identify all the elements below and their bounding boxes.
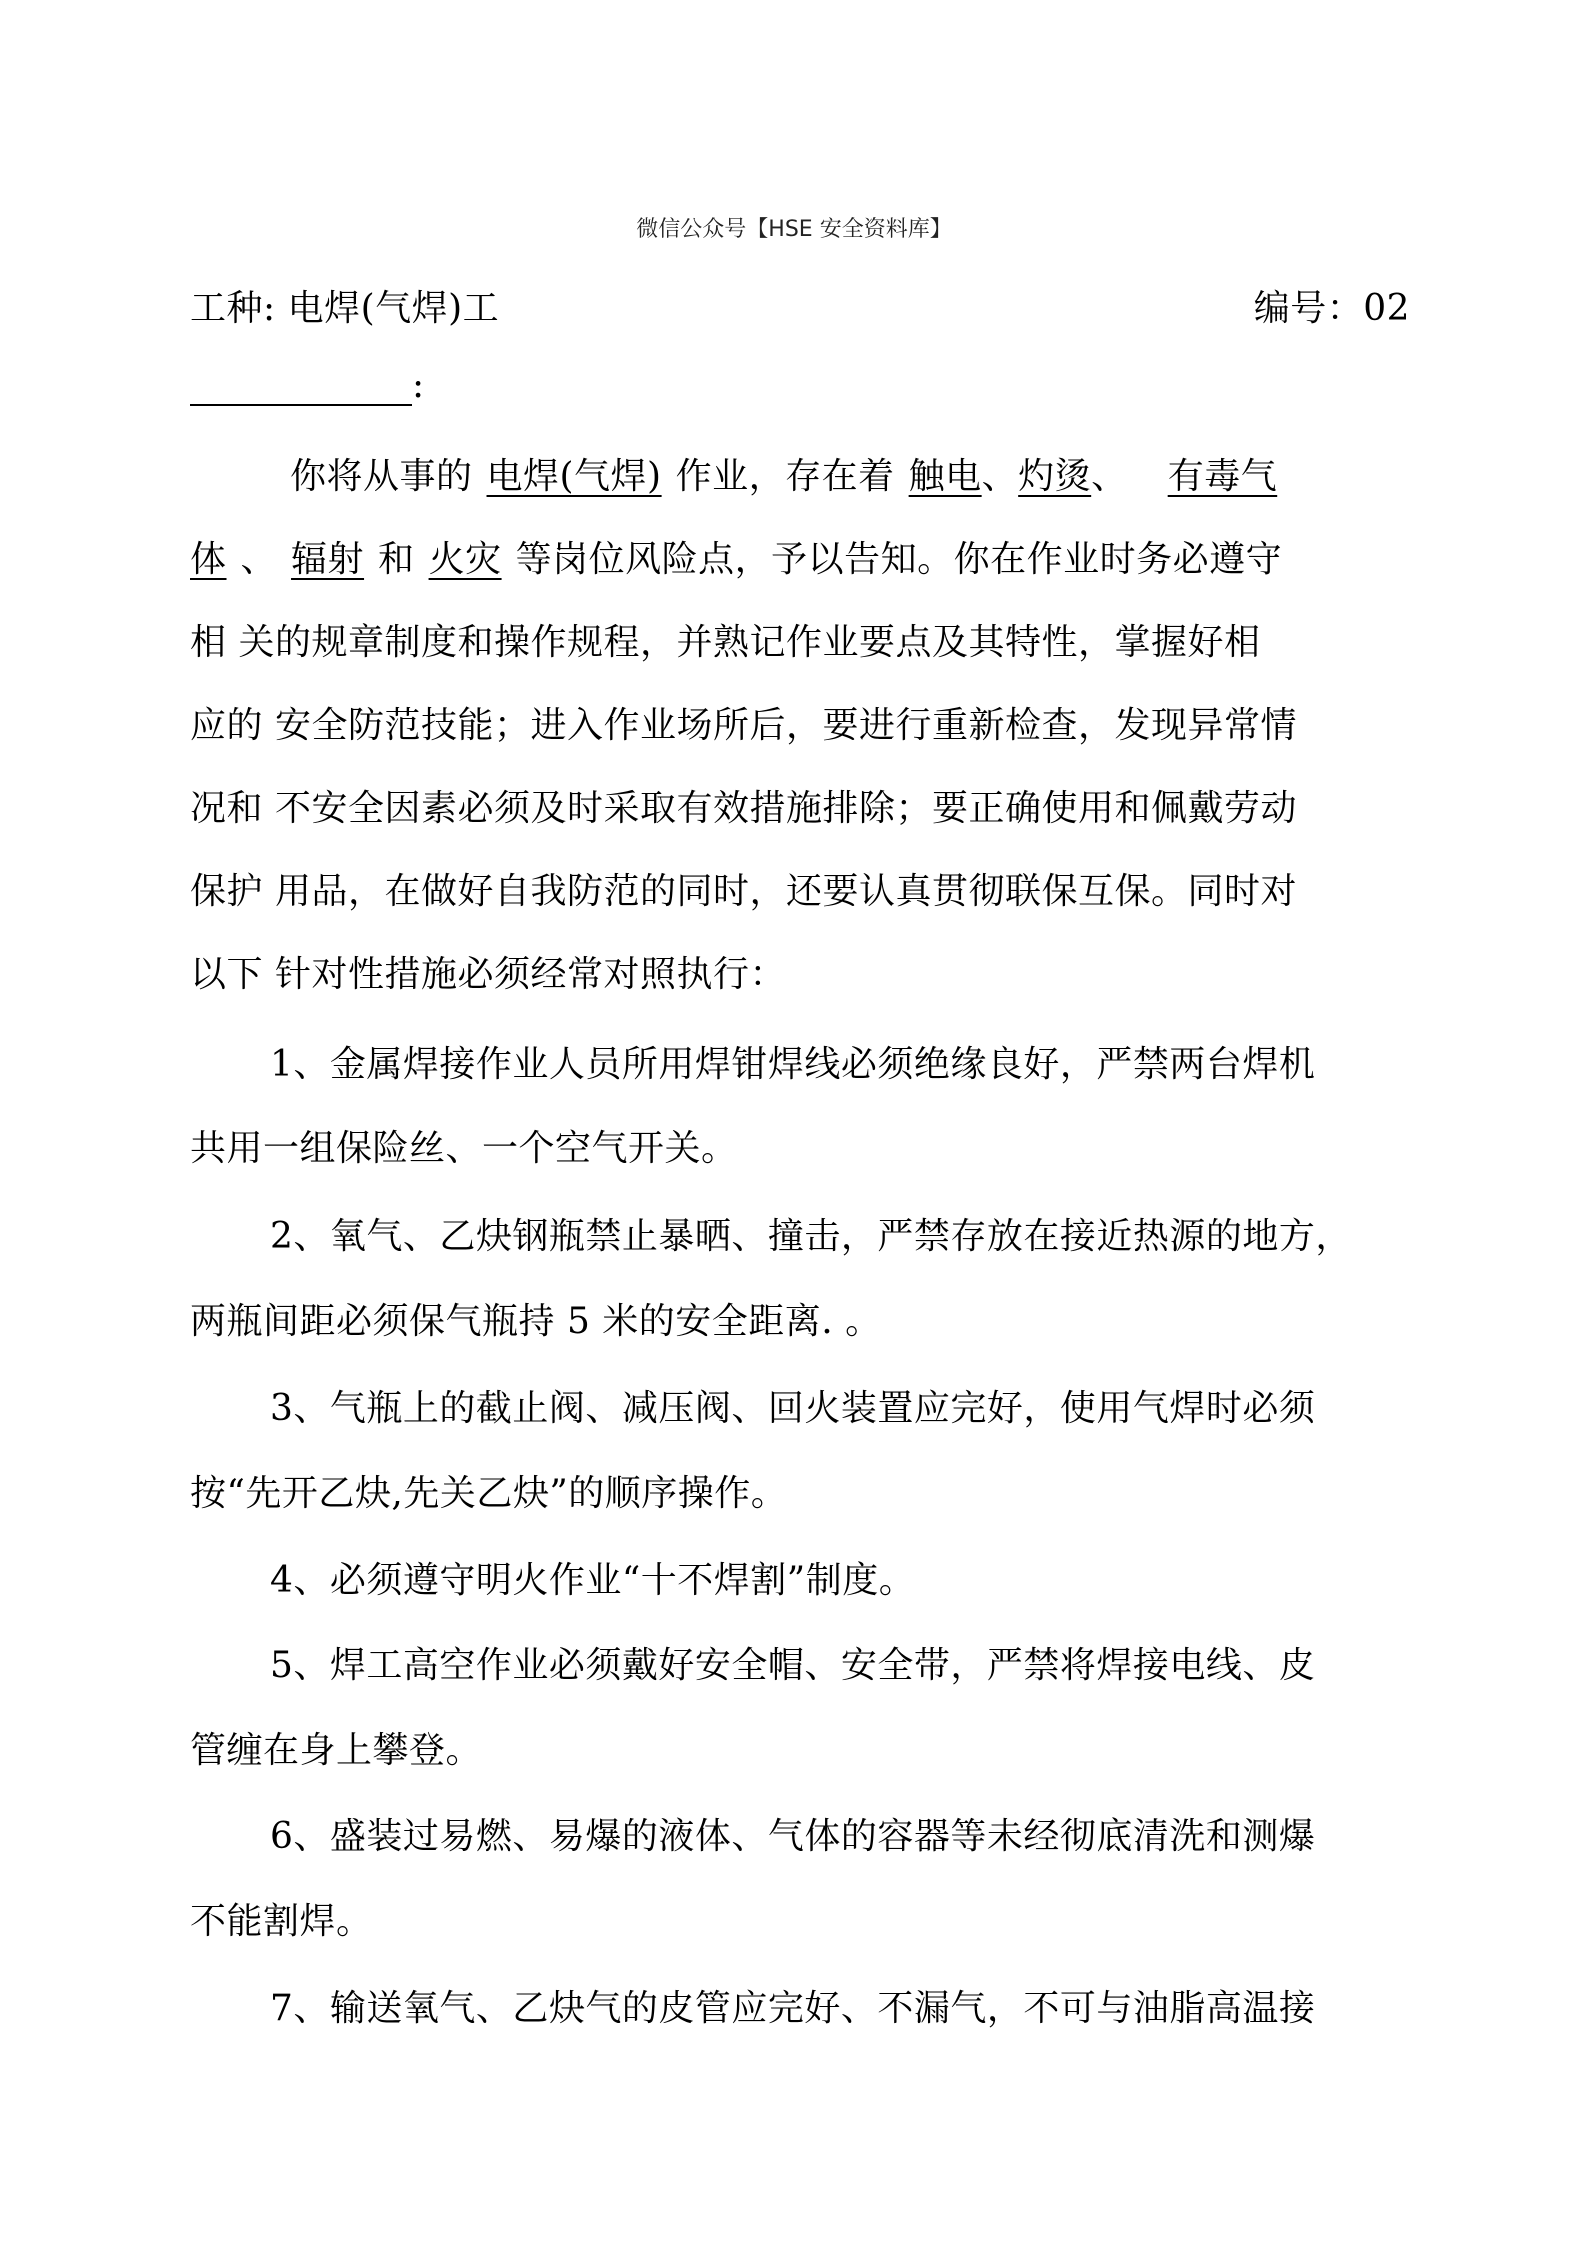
item-6-line-2: 不能割焊。 [190, 1901, 373, 1942]
item-6-line-1: 6、盛装过易燃、易爆的液体、气体的容器等未经彻底清洗和测爆 [270, 1816, 1316, 1857]
item-1-line-2: 共用一组保险丝、一个空气开关。 [190, 1128, 738, 1169]
work-type-label: 工种: 电焊(气焊)工 [190, 288, 500, 329]
risk-fire: 火灾 [428, 539, 502, 580]
item-4-line-1: 4、必须遵守明火作业“十不焊割”制度。 [270, 1560, 916, 1601]
text: 作业，存在着 [675, 456, 895, 497]
recipient-blank [190, 372, 412, 406]
text: 等岗位风险点，予以告知。你在作业时务必遵守 [515, 539, 1283, 580]
risk-burn: 灼烫 [1018, 456, 1092, 497]
intro-line-3: 相 关的规章制度和操作规程，并熟记作业要点及其特性，掌握好相 [190, 622, 1261, 663]
intro-line-5: 况和 不安全因素必须及时采取有效措施排除；要正确使用和佩戴劳动 [190, 788, 1297, 829]
item-5-line-1: 5、焊工高空作业必须戴好安全帽、安全带，严禁将焊接电线、皮 [270, 1645, 1316, 1686]
risk-radiation: 辐射 [291, 539, 365, 580]
risk-toxic-gas-cont: 体 [190, 539, 227, 580]
title-row [190, 280, 1410, 331]
risk-electric-shock: 触电 [908, 456, 982, 497]
item-3-line-2: 按“先开乙炔,先关乙炔”的顺序操作。 [190, 1473, 788, 1514]
item-7-line-1: 7、输送氧气、乙炔气的皮管应完好、不漏气，不可与油脂高温接 [270, 1988, 1316, 2029]
intro-line-4: 应的 安全防范技能；进入作业场所后，要进行重新检查，发现异常情 [190, 705, 1297, 746]
recipient-line [190, 365, 1410, 406]
recipient-colon: : [412, 365, 425, 406]
text: 、 [981, 456, 1019, 497]
text: 、 [240, 539, 278, 580]
text: 、 [1091, 456, 1128, 497]
page-header: 微信公众号【HSE 安全资料库】 [636, 217, 952, 242]
item-2-line-2: 两瓶间距必须保气瓶持 5 米的安全距离. 。 [190, 1301, 882, 1342]
item-2-line-1: 2、氧气、乙炔钢瓶禁止暴晒、撞击，严禁存放在接近热源的地方， [270, 1216, 1352, 1257]
job-name: 电焊(气焊) [486, 456, 662, 497]
intro-line-1 [290, 448, 1410, 499]
risk-toxic-gas: 有毒气 [1167, 456, 1278, 497]
item-3-line-1: 3、气瓶上的截止阀、减压阀、回火装置应完好，使用气焊时必须 [270, 1388, 1316, 1429]
text: 和 [378, 539, 415, 580]
text: 你将从事的 [290, 456, 473, 497]
item-5-line-2: 管缠在身上攀登。 [190, 1730, 483, 1771]
document-number: 编号：02 [1253, 288, 1410, 329]
item-1-line-1: 1、金属焊接作业人员所用焊钳焊线必须绝缘良好，严禁两台焊机 [270, 1044, 1316, 1085]
intro-line-2 [190, 531, 1410, 582]
intro-line-7: 以下 针对性措施必须经常对照执行： [190, 954, 786, 995]
intro-line-6: 保护 用品，在做好自我防范的同时，还要认真贯彻联保互保。同时对 [190, 871, 1297, 912]
